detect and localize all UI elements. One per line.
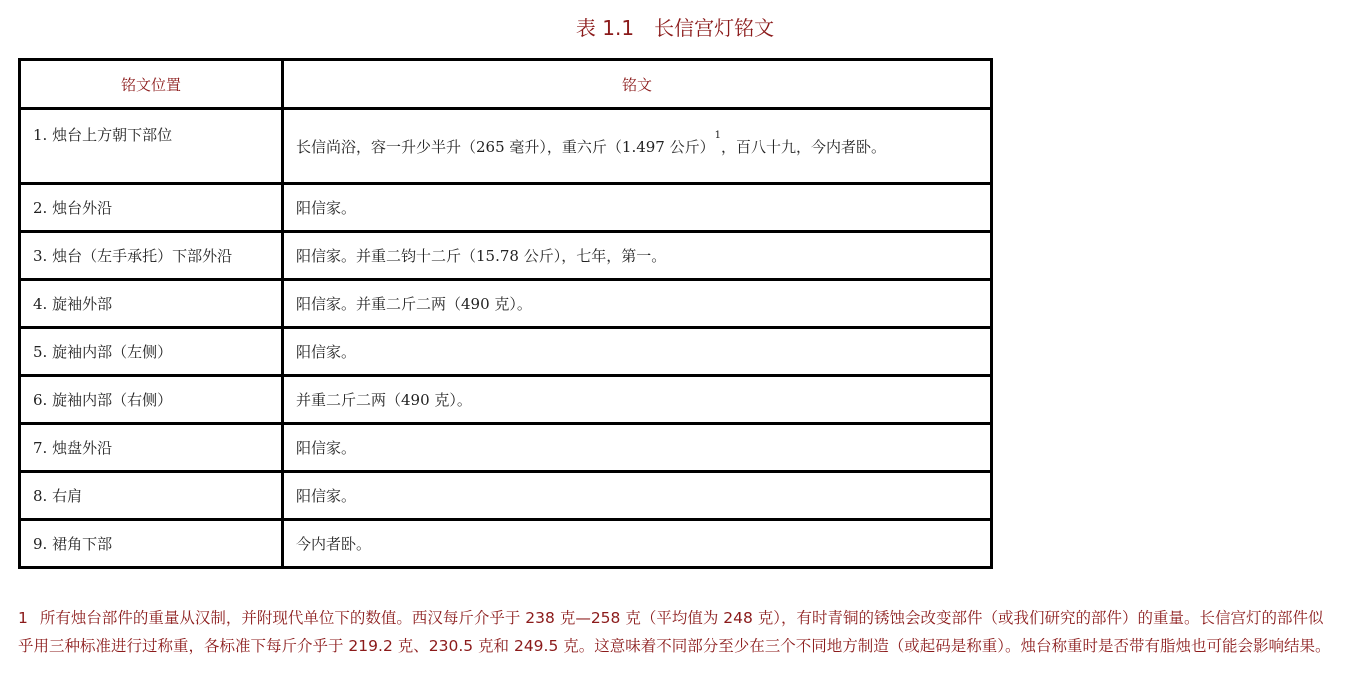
table-row [20, 376, 992, 424]
header-inscription: 铭文 [283, 60, 992, 109]
table-row [20, 232, 992, 280]
cell-inscription: 阳信家。并重二斤二两（490 克）。 [283, 280, 992, 328]
cell-position: 8. 右肩 [20, 472, 283, 520]
cell-position: 5. 旋袖内部（左侧） [20, 328, 283, 376]
footnote-text: 所有烛台部件的重量从汉制，并附现代单位下的数值。西汉每斤介乎于 238 克—258 克（平均值为 248 克），有时青铜的锈蚀会改变部件（或我们研究的部件）的重量。长信宫灯的部件似乎用三种标准进行过称重，各标准下每斤介乎于 219.2 克、230.5 克和 249.5 克。这意味着不同部分至少在三个不同地方制造（或起码是称重）。烛台称重时是否带有脂烛也可能会影响结果。 [18, 609, 1331, 655]
inscriptions-table [18, 58, 993, 569]
cell-inscription [283, 109, 992, 184]
table-row [20, 184, 992, 232]
cell-inscription: 阳信家。 [283, 328, 992, 376]
cell-position: 7. 烛盘外沿 [20, 424, 283, 472]
cell-position: 9. 裙角下部 [20, 520, 283, 568]
table-row [20, 280, 992, 328]
cell-inscription: 阳信家。 [283, 184, 992, 232]
table-row [20, 328, 992, 376]
cell-inscription: 今内者卧。 [283, 520, 992, 568]
cell-position: 2. 烛台外沿 [20, 184, 283, 232]
cell-inscription: 阳信家。 [283, 424, 992, 472]
table-title: 表 1.1 长信宫灯铭文 [575, 16, 775, 40]
inscription-text: 长信尚浴，容一升少半升（265 毫升），重六斤（1.497 公斤） [296, 137, 715, 156]
cell-inscription: 并重二斤二两（490 克）。 [283, 376, 992, 424]
table-row [20, 109, 992, 184]
cell-inscription: 阳信家。 [283, 472, 992, 520]
table-row [20, 424, 992, 472]
table-row [20, 520, 992, 568]
header-position: 铭文位置 [20, 60, 283, 109]
footnote-marker: 1 [714, 129, 721, 141]
table-row [20, 472, 992, 520]
cell-position: 1. 烛台上方朝下部位 [20, 109, 283, 184]
cell-position: 6. 旋袖内部（右侧） [20, 376, 283, 424]
footnote-number: 1 [18, 609, 28, 627]
cell-position: 3. 烛台（左手承托）下部外沿 [20, 232, 283, 280]
inscription-text-after: ，百八十九，今内者卧。 [721, 137, 887, 156]
table-header-row [20, 60, 992, 109]
cell-inscription: 阳信家。并重二钧十二斤（15.78 公斤），七年，第一。 [283, 232, 992, 280]
footnote [18, 604, 1338, 660]
cell-position: 4. 旋袖外部 [20, 280, 283, 328]
